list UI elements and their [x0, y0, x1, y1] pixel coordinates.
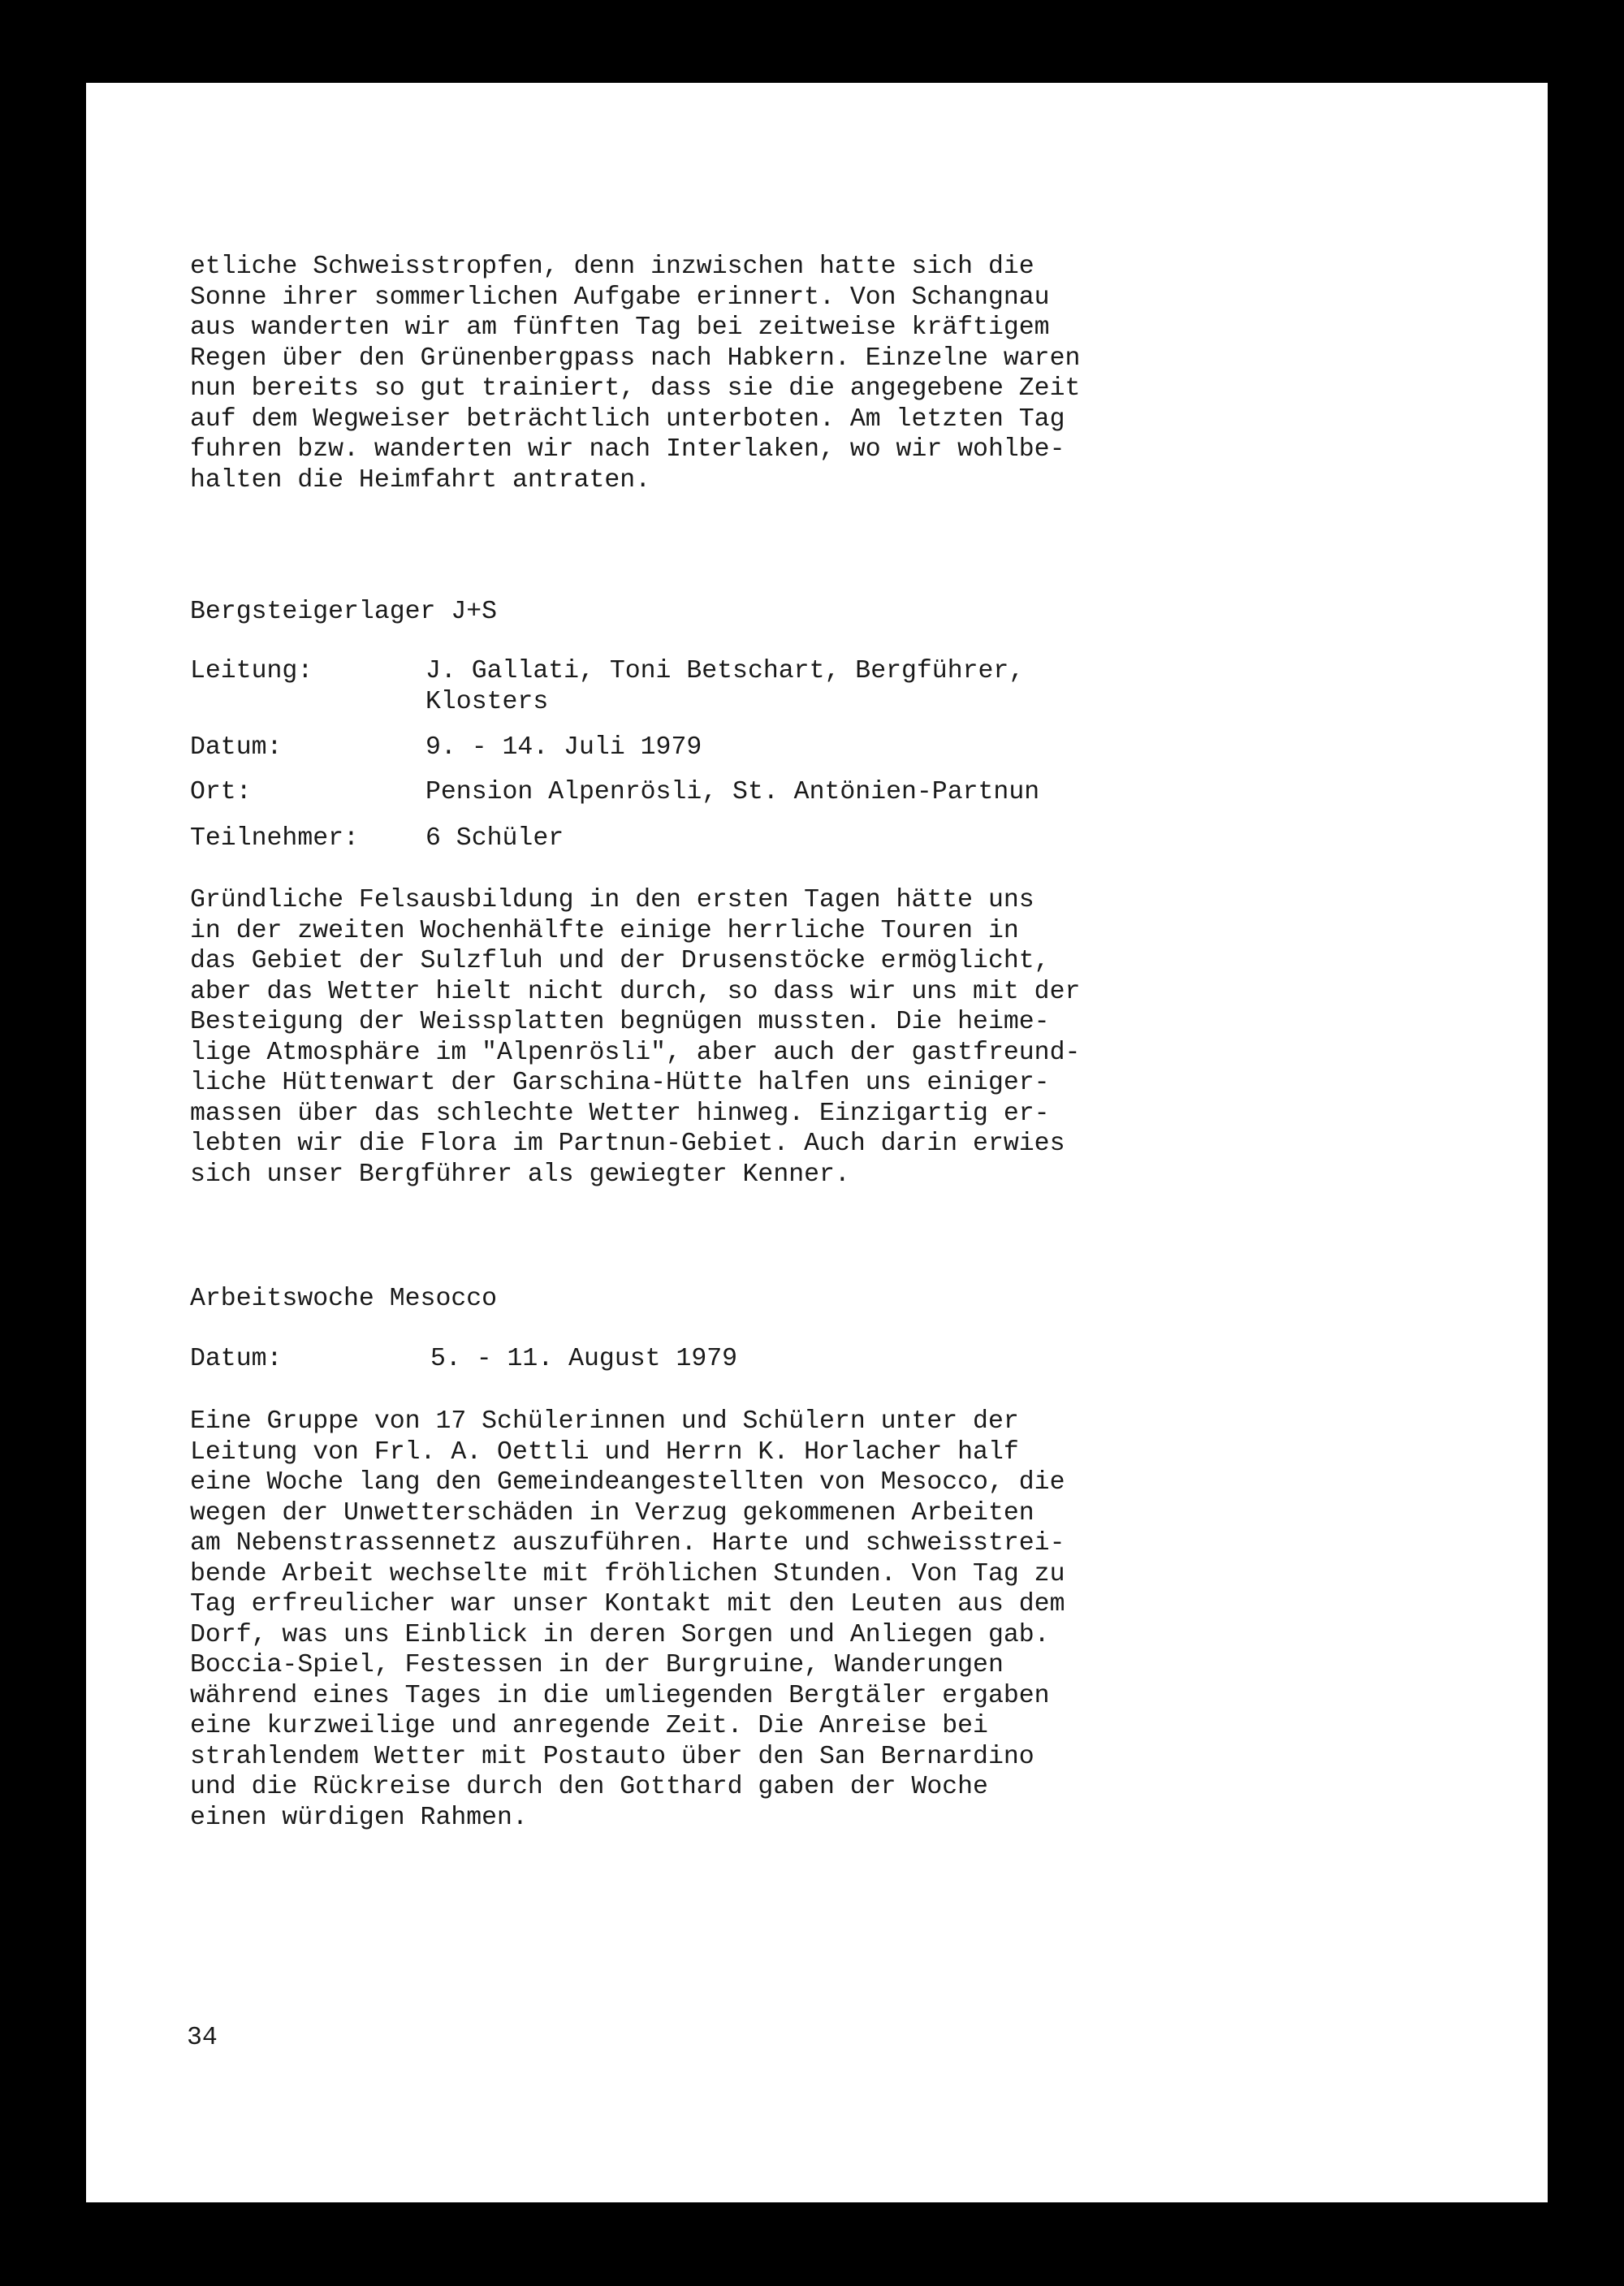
- ort-label: Ort:: [190, 778, 252, 806]
- datum-value: 9. - 14. Juli 1979: [425, 733, 702, 762]
- section-title-bergsteigerlager: Bergsteigerlager J+S: [190, 598, 498, 626]
- ort-value: Pension Alpenrösli, St. Antönien-Partnun: [425, 778, 1040, 806]
- arbeitswoche-datum-label: Datum:: [190, 1345, 283, 1373]
- teilnehmer-label: Teilnehmer:: [190, 824, 359, 853]
- arbeitswoche-paragraph: Eine Gruppe von 17 Schülerinnen und Schülern unter der Leitung von Frl. A. Oettli und Herrn K. Horlacher half eine Woche lang den Gemeindeangestellten von Mesocco, die wegen der Unwetterschäden in Verzug gekommenen Arbeiten am Nebenstrassennetz auszuführen. Harte und schweisstrei- bende Arbeit wechselte mit fröhlichen Stunden. Von Tag zu Tag erfreulicher war unser Kontakt mit den Leuten aus dem Dorf, was uns Einblick in deren Sorgen und Anliegen gab. Boccia-Spiel, Festessen in der Burgruine, Wanderungen während eines Tages in die umliegenden Bergtäler ergaben eine kurzweilige und anregende Zeit. Die Anreise bei strahlendem Wetter mit Postauto über den San Bernardino und die Rückreise durch den Gotthard gaben der Woche einen würdigen Rahmen.: [190, 1407, 1065, 1832]
- leitung-label: Leitung:: [190, 657, 313, 685]
- section-title-arbeitswoche: Arbeitswoche Mesocco: [190, 1285, 498, 1313]
- page-number: 34: [187, 2024, 218, 2052]
- document-page: [86, 83, 1548, 2202]
- intro-paragraph: etliche Schweisstropfen, denn inzwischen hatte sich die Sonne ihrer sommerlichen Aufgabe erinnert. Von Schangnau aus wanderten wir am fünften Tag bei zeitweise kräftigem Regen über den Grünenbergpass nach Habkern. Einzelne waren nun bereits so gut trainiert, dass sie die angegebene Zeit auf dem Wegweiser beträchtlich unterboten. Am letzten Tag fuhren bzw. wanderten wir nach Interlaken, wo wir wohlbe- halten die Heimfahrt antraten.: [190, 253, 1081, 495]
- teilnehmer-value: 6 Schüler: [425, 824, 564, 853]
- leitung-value: J. Gallati, Toni Betschart, Bergführer, Klosters: [425, 657, 1025, 716]
- datum-label: Datum:: [190, 733, 283, 762]
- bergsteigerlager-paragraph: Gründliche Felsausbildung in den ersten Tagen hätte uns in der zweiten Wochenhälfte einige herrliche Touren in das Gebiet der Sulzfluh und der Drusenstöcke ermöglicht, aber das Wetter hielt nicht durch, so dass wir uns mit der Besteigung der Weissplatten begnügen mussten. Die heime- lige Atmosphäre im "Alpenrösli", aber auch der gastfreund- liche Hüttenwart der Garschina-Hütte halfen uns einiger- massen über das schlechte Wetter hinweg. Einzigartig er- lebten wir die Flora im Partnun-Gebiet. Auch darin erwies sich unser Bergführer als gewiegter Kenner.: [190, 886, 1081, 1189]
- arbeitswoche-datum-value: 5. - 11. August 1979: [430, 1345, 738, 1373]
